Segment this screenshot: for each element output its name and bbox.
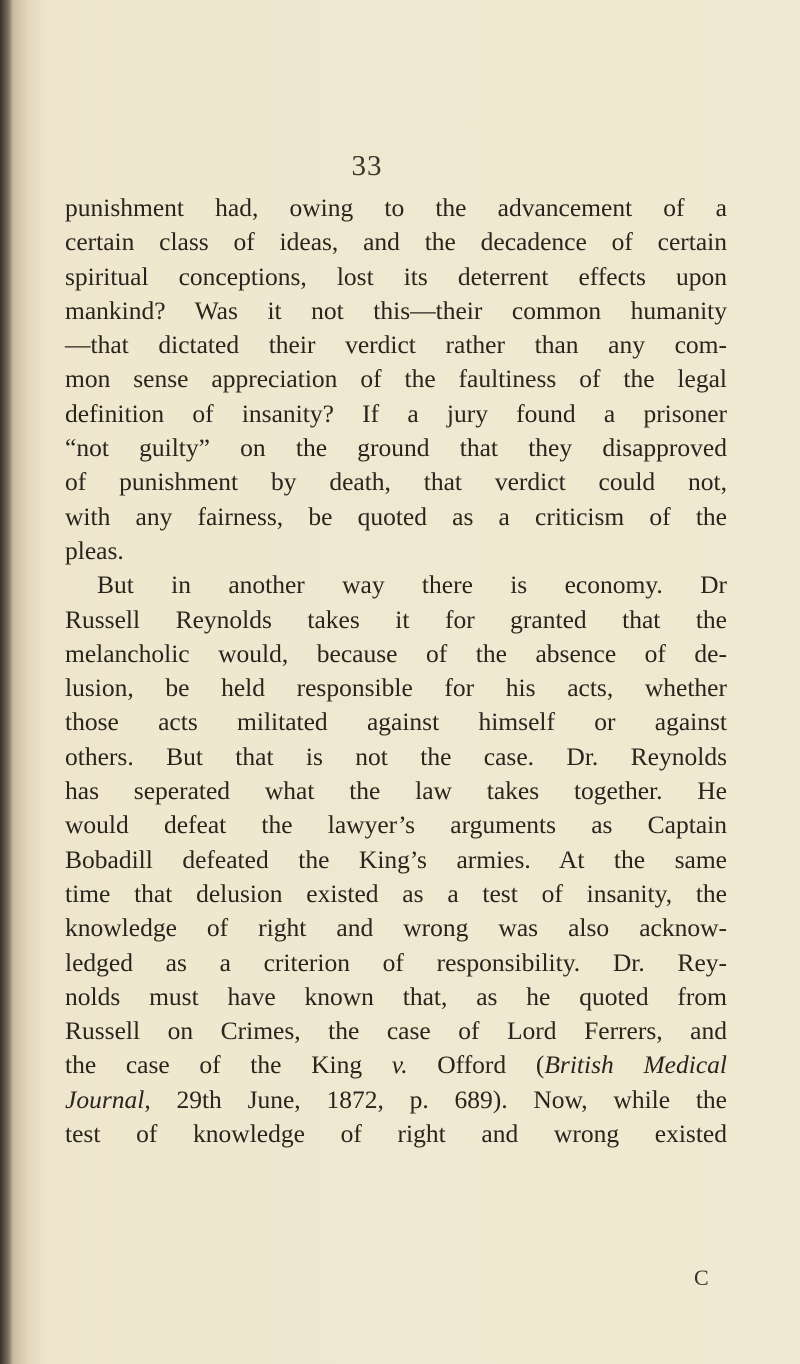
text-line-citation (65, 1048, 727, 1082)
text-line: test of knowledge of right and wrong existed (65, 1119, 727, 1149)
text-line: time that delusion existed as a test of insanity, the (65, 878, 727, 908)
text-line: others. But that is not the case. Dr. Reynolds (65, 741, 727, 771)
text-line: of punishment by death, that verdict could not, (65, 467, 727, 497)
body-text (65, 191, 727, 1151)
text-line: knowledge of right and wrong was also acknow- (65, 913, 727, 943)
text-line: spiritual conceptions, lost its deterrent effects upon (65, 261, 727, 291)
text-line: —that dictated their verdict rather than any com- (65, 330, 727, 360)
text-line: with any fairness, be quoted as a criticism of the (65, 501, 727, 531)
text-line: mankind? Was it not this—their common humanity (65, 295, 727, 325)
journal-title-part2: Journal (65, 1084, 145, 1114)
text-line: But in another way there is economy. Dr (97, 570, 727, 600)
text-line: definition of insanity? If a jury found a prisoner (65, 398, 727, 428)
text-line: “not guilty” on the ground that they disapproved (65, 433, 727, 463)
italic-v: v. (391, 1050, 408, 1080)
text-line: Russell Reynolds takes it for granted that the (65, 604, 727, 634)
text-line-citation (65, 1083, 727, 1117)
signature-mark: C (694, 1265, 709, 1290)
text-line: mon sense appreciation of the faultiness of the legal (65, 364, 727, 394)
text-line: ledged as a criterion of responsibility. Dr. Rey- (65, 947, 727, 977)
text-run: the case of the King (65, 1050, 392, 1080)
text-line: Russell on Crimes, the case of Lord Ferrers, and (65, 1016, 727, 1046)
page-number: 33 (351, 150, 383, 182)
text-line: lusion, be held responsible for his acts, whether (65, 673, 727, 703)
text-run: , 29th June, 1872, p. 689). Now, while the (144, 1084, 727, 1114)
text-line: those acts militated against himself or against (65, 707, 727, 737)
binding-gutter (0, 0, 12, 1364)
text-line: nolds must have known that, as he quoted from (65, 981, 727, 1011)
journal-title-part1: British Medical (544, 1050, 727, 1080)
text-line: punishment had, owing to the advancement of a (65, 193, 727, 222)
text-line: would defeat the lawyer’s arguments as Captain (65, 810, 727, 840)
text-run: Offord ( (407, 1050, 545, 1080)
text-line: melancholic would, because of the absence of de- (65, 638, 727, 668)
text-line: pleas. (65, 535, 124, 565)
text-line: has seperated what the law takes together. He (65, 776, 727, 806)
text-line: certain class of ideas, and the decadence of certain (65, 227, 727, 257)
text-line: Bobadill defeated the King’s armies. At the same (65, 844, 727, 874)
